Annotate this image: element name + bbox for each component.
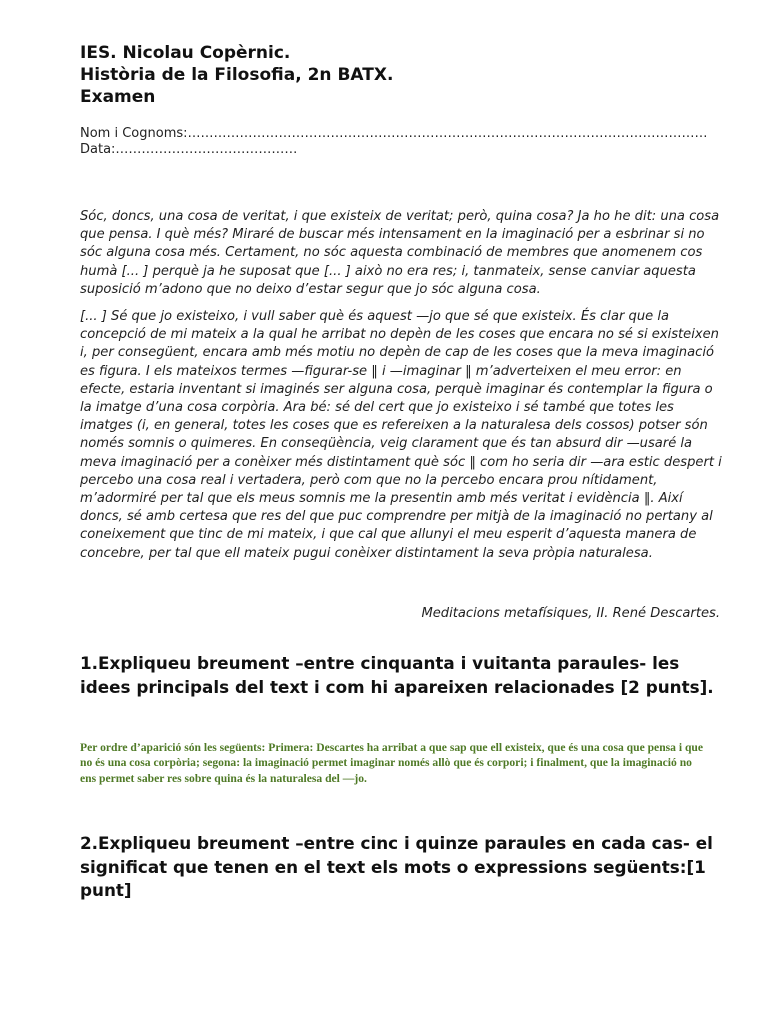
question-1: 1.Expliqueu breument –entre cinquanta i vuitanta paraules- les idees principals del text i com hi apareixen relacionades [2 punts]. bbox=[80, 653, 714, 697]
text-citation: Meditacions metafísiques, II. René Descartes. bbox=[421, 606, 720, 621]
document-type: Examen bbox=[80, 87, 156, 107]
text-paragraph-1: Sóc, doncs, una cosa de veritat, i que existeix de veritat; però, quina cosa? Ja ho he dit: una cosa que pensa. I què més? Miraré de buscar més intensament en la imaginació per a esbrinar si no sóc alguna cosa més. Certament, no sóc aquesta combinació de membres que anomenem cos humà [... ] perquè ja he suposat que [... ] això no era res; i, tanmateix, sense canviar aquesta suposició m’adono que no deixo d’estar segur que jo sóc alguna cosa. bbox=[80, 209, 720, 297]
question-1-answer: Per ordre d’aparició són les següents: Primera: Descartes ha arribat a que sap que ell existeix, que és una cosa que pensa i que no és una cosa corpòria; segona: la imaginació permet imaginar només allò que és corpori; i finalment, que la imaginació no ens permet saber res sobre quina és la naturalesa del —jo. bbox=[80, 741, 704, 785]
course-name: Història de la Filosofia, 2n BATX. bbox=[80, 65, 394, 85]
question-2: 2.Expliqueu breument –entre cinc i quinze paraules en cada cas- el significat que tenen en el text els mots o expressions següents:[1 punt] bbox=[80, 833, 713, 900]
text-paragraph-2: [... ] Sé que jo existeixo, i vull saber què és aquest —jo que sé que existeix. És clar que la concepció de mi mateix a la qual he arribat no depèn de les coses que encara no sé si existeixen i, per consegüent, encara amb més motiu no depèn de cap de les coses que la meva imaginació es figura. I els mateixos termes —figurar-se ‖ i —imaginar ‖ m’adverteixen el meu error: en efecte, estaria inventant si imaginés ser alguna cosa, perquè imaginar és contemplar la figura o la imatge d’una cosa corpòria. Ara bé: sé del cert que jo existeixo i sé també que totes les imatges (i, en general, totes les coses que es refereixen a la naturalesa dels cossos) potser són només somnis o quimeres. En conseqüència, veig clarament que és tan absurd dir —usaré la meva imaginació per a conèixer més distintament què sóc ‖ com ho seria dir —ara estic despert i percebo una cosa real i vertadera, però com que no la percebo encara prou nítidament, m’adormiré per tal que els meus somnis me la presentin amb més veritat i evidència ‖. Així doncs, sé amb certesa que res del que puc comprendre per mitjà de la imaginació no pertany al coneixement que tinc de mi mateix, i que cal que allunyi el meu esperit d’aquesta manera de concebre, per tal que ell mateix pugui conèixer distintament la seva pròpia naturalesa. bbox=[80, 309, 722, 561]
name-field: Nom i Cognoms:………………………………………………………………………………………………………… bbox=[80, 126, 708, 141]
document-header bbox=[80, 42, 680, 108]
student-fields bbox=[80, 126, 720, 158]
school-name: IES. Nicolau Copèrnic. bbox=[80, 43, 291, 63]
source-text bbox=[80, 208, 722, 572]
date-field: Data:…………………………………… bbox=[80, 142, 298, 157]
